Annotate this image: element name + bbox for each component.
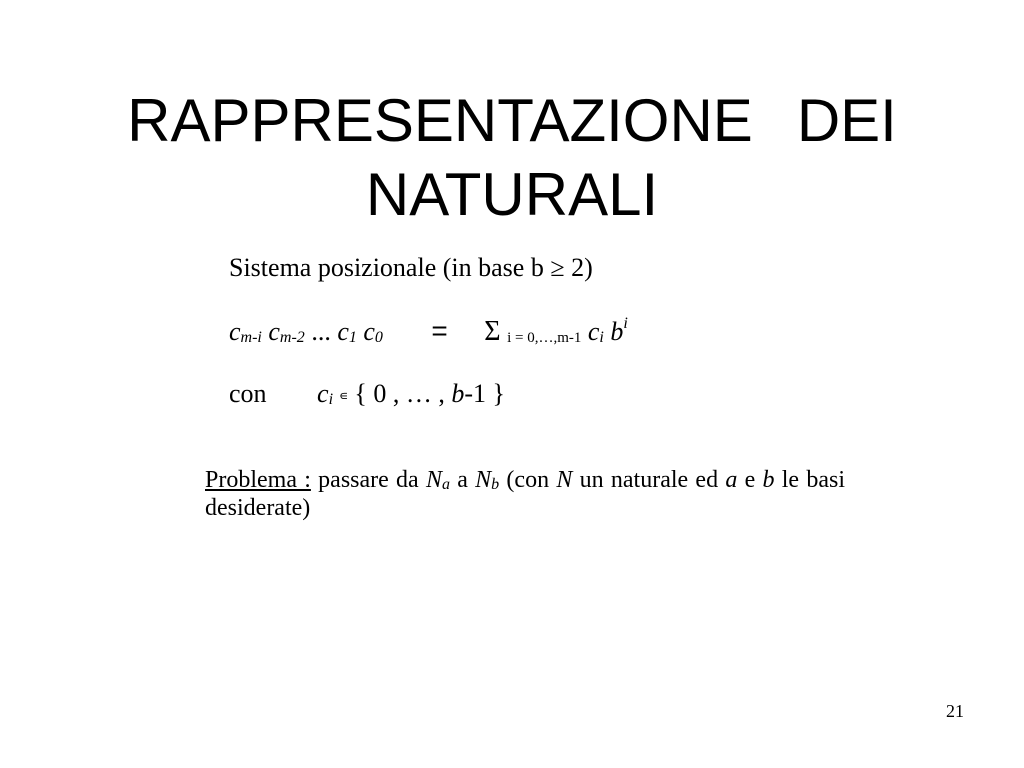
digit-c: c bbox=[337, 317, 349, 346]
symbol-N: N bbox=[556, 467, 573, 493]
slide-title bbox=[0, 84, 1024, 232]
subscript-m-2: m-2 bbox=[279, 329, 305, 346]
sistema-posizionale-line: Sistema posizionale (in base b ≥ 2) bbox=[229, 253, 593, 282]
subscript-a: a bbox=[441, 476, 450, 493]
symbol-b: b bbox=[762, 467, 775, 493]
subscript-i: i bbox=[328, 391, 334, 408]
set-open: { 0 , … , bbox=[354, 379, 452, 408]
symbol-N: N bbox=[475, 467, 492, 493]
base-b: b bbox=[610, 317, 624, 346]
subscript-i: i bbox=[599, 329, 604, 346]
subscript-1: 1 bbox=[348, 329, 357, 346]
problema-text: un naturale ed bbox=[572, 467, 726, 493]
exponent-i: i bbox=[623, 315, 628, 332]
set-close: -1 } bbox=[464, 379, 506, 408]
coefficient-c: c bbox=[587, 317, 600, 346]
title-word-naturali: NATURALI bbox=[365, 161, 659, 228]
subscript-0: 0 bbox=[374, 329, 383, 346]
ellipsis: ... bbox=[311, 317, 331, 346]
page-number: 21 bbox=[946, 701, 964, 721]
title-word-rappresentazione: RAPPRESENTAZIONE bbox=[127, 87, 753, 154]
equals-sign: = bbox=[431, 315, 448, 346]
sum-range: i = 0,…,m-1 bbox=[507, 330, 582, 346]
digit-c: c bbox=[317, 379, 329, 408]
digit-range-line bbox=[229, 378, 505, 414]
digit-c: c bbox=[268, 317, 280, 346]
digit-c: c bbox=[229, 317, 241, 346]
problema-text: le basi desiderate) bbox=[205, 467, 845, 521]
problema-text: a bbox=[449, 467, 476, 493]
subscript-m-i: m-i bbox=[240, 329, 262, 346]
element-of-symbol: ∊ bbox=[339, 388, 349, 403]
problema-label: Problema : bbox=[205, 467, 311, 493]
positional-formula bbox=[229, 315, 628, 348]
con-word: con bbox=[229, 379, 267, 408]
problema-text: passare da bbox=[310, 467, 426, 493]
problema-text: (con bbox=[499, 467, 557, 493]
symbol-a: a bbox=[725, 467, 738, 493]
set-b: b bbox=[451, 379, 465, 408]
title-word-dei: DEI bbox=[796, 87, 897, 154]
symbol-N: N bbox=[425, 467, 442, 493]
digit-c: c bbox=[363, 317, 375, 346]
sigma-symbol: Σ bbox=[484, 316, 501, 347]
problema-paragraph bbox=[205, 466, 845, 522]
problema-text: e bbox=[737, 467, 763, 493]
subscript-b: b bbox=[491, 476, 500, 493]
